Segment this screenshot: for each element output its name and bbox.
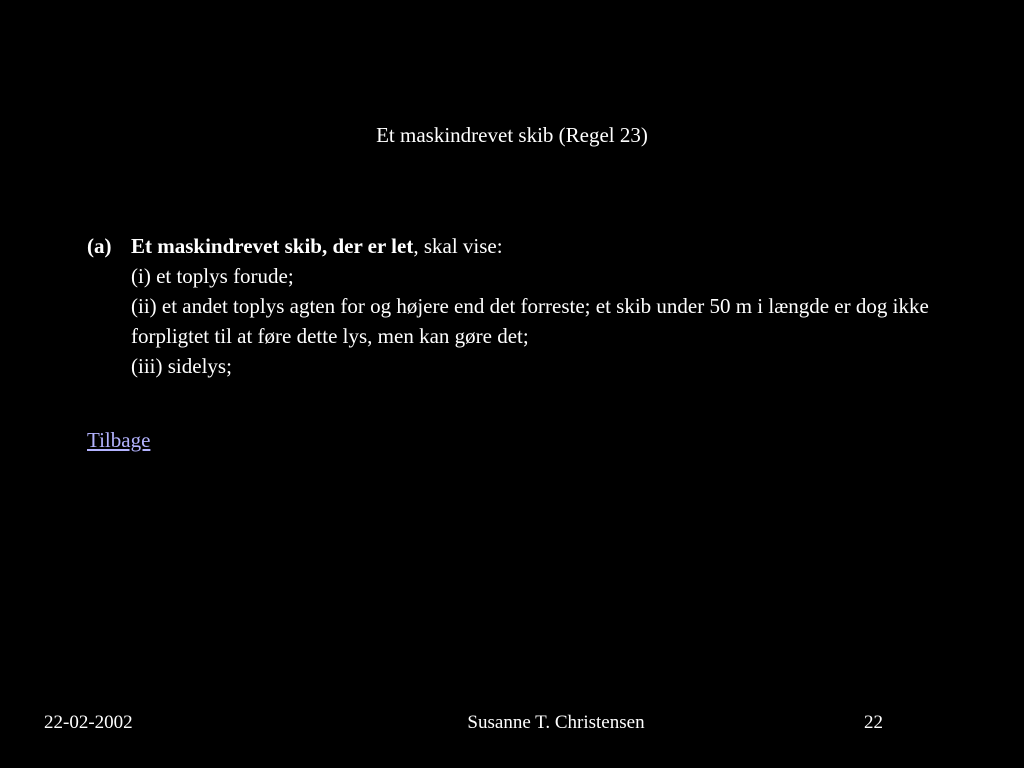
item-lead — [131, 231, 947, 261]
footer-date: 22-02-2002 — [44, 712, 133, 733]
item-text — [131, 231, 947, 381]
slide-title: Et maskindrevet skib (Regel 23) — [376, 123, 648, 147]
item-line-i: (i) et toplys forude; — [131, 264, 294, 288]
item-lead-bold: Et maskindrevet skib, der er let — [131, 234, 414, 258]
item-lead-rest: , skal vise: — [413, 234, 503, 258]
item-line-ii: (ii) et andet toplys agten for og højere end det forreste; et skib under 50 m i længde er dog ikke forpligtet til at føre dette lys, men kan gøre det; — [131, 294, 929, 348]
item-line-iii: (iii) sidelys; — [131, 354, 232, 378]
slide-body — [87, 231, 947, 381]
item-marker: (a) — [87, 234, 112, 258]
list-item — [87, 231, 947, 381]
footer-author: Susanne T. Christensen — [467, 712, 645, 733]
footer-page-number: 22 — [864, 712, 883, 733]
back-link[interactable]: Tilbage — [87, 428, 151, 452]
